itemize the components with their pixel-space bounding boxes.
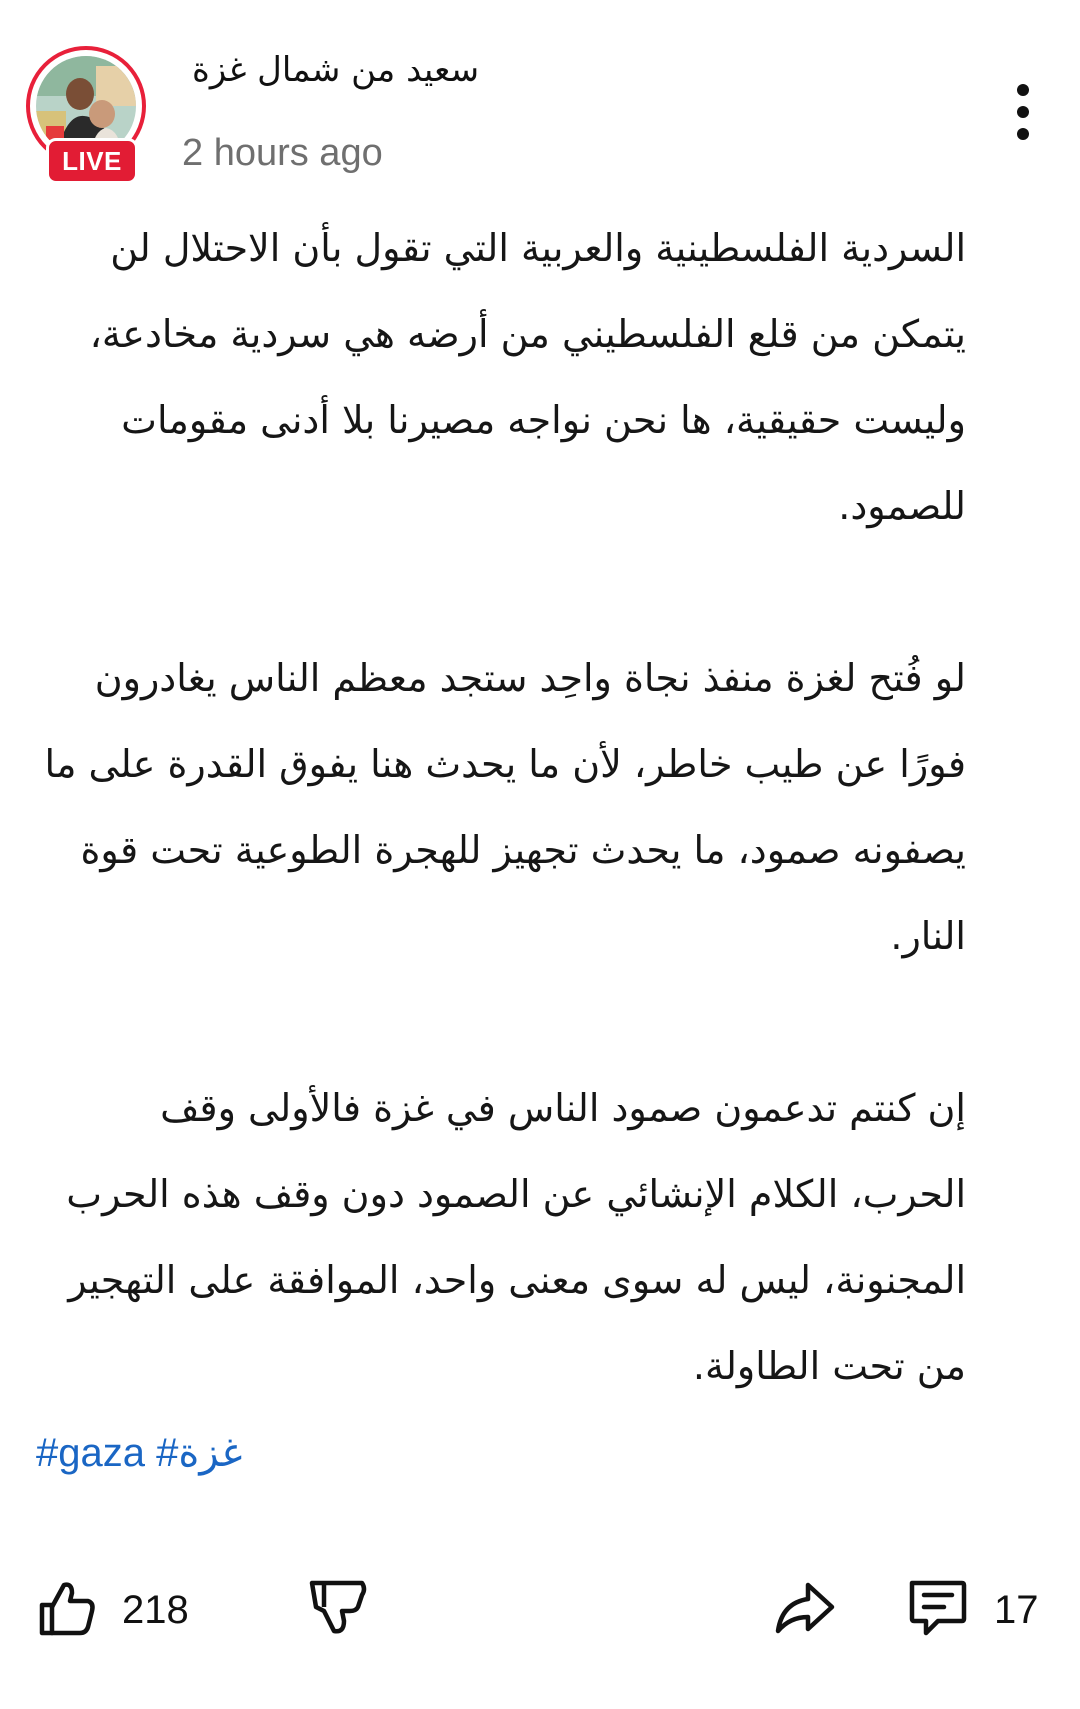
author-name[interactable]: سعيد من شمال غزة (192, 50, 480, 90)
comment-button[interactable] (904, 1560, 1039, 1660)
thumbs-up-icon (36, 1577, 98, 1643)
post-text (36, 205, 966, 1495)
post-timestamp: 2 hours ago (182, 132, 383, 174)
like-button[interactable] (36, 1560, 189, 1660)
post-paragraph: السردية الفلسطينية والعربية التي تقول بأن الاحتلال لن يتمكن من قلع الفلسطيني من أرضه هي سردية مخادعة، وليست حقيقية، ها نحن نواجه مصيرنا بلا أدنى مقومات للصمود. (89, 226, 966, 528)
action-bar (0, 1560, 1080, 1660)
hashtag-gaza-en[interactable]: #gaza (36, 1431, 145, 1475)
comment-count: 17 (994, 1587, 1039, 1632)
like-count: 218 (122, 1587, 189, 1632)
more-vertical-icon-dot (1017, 106, 1029, 118)
more-vertical-icon-dot (1017, 128, 1029, 140)
hashtag-list (36, 1430, 242, 1476)
more-options-button[interactable] (1010, 84, 1038, 140)
more-vertical-icon (1017, 84, 1029, 96)
post-paragraph: إن كنتم تدعمون صمود الناس في غزة فالأولى وقف الحرب، الكلام الإنشائي عن الصمود دون وقف هذه الحرب المجنونة، ليس له سوى معنى واحد، الموافقة على التهجير من تحت الطاولة. (66, 1086, 966, 1388)
avatar[interactable] (26, 46, 154, 174)
post-header (0, 0, 1080, 200)
live-badge: LIVE (46, 138, 138, 184)
share-arrow-icon (772, 1577, 838, 1643)
thumbs-down-icon (306, 1577, 368, 1643)
comment-icon (904, 1575, 970, 1645)
dislike-button[interactable] (306, 1560, 368, 1660)
post-paragraph: لو فُتح لغزة منفذ نجاة واحِد ستجد معظم الناس يغادرون فورًا عن طيب خاطر، لأن ما يحدث هنا يفوق القدرة على ما يصفونه صمود، ما يحدث تجهيز للهجرة الطوعية تحت قوة النار. (44, 656, 966, 958)
hashtag-gaza-ar[interactable]: #غزة (156, 1431, 243, 1475)
share-button[interactable] (772, 1560, 838, 1660)
